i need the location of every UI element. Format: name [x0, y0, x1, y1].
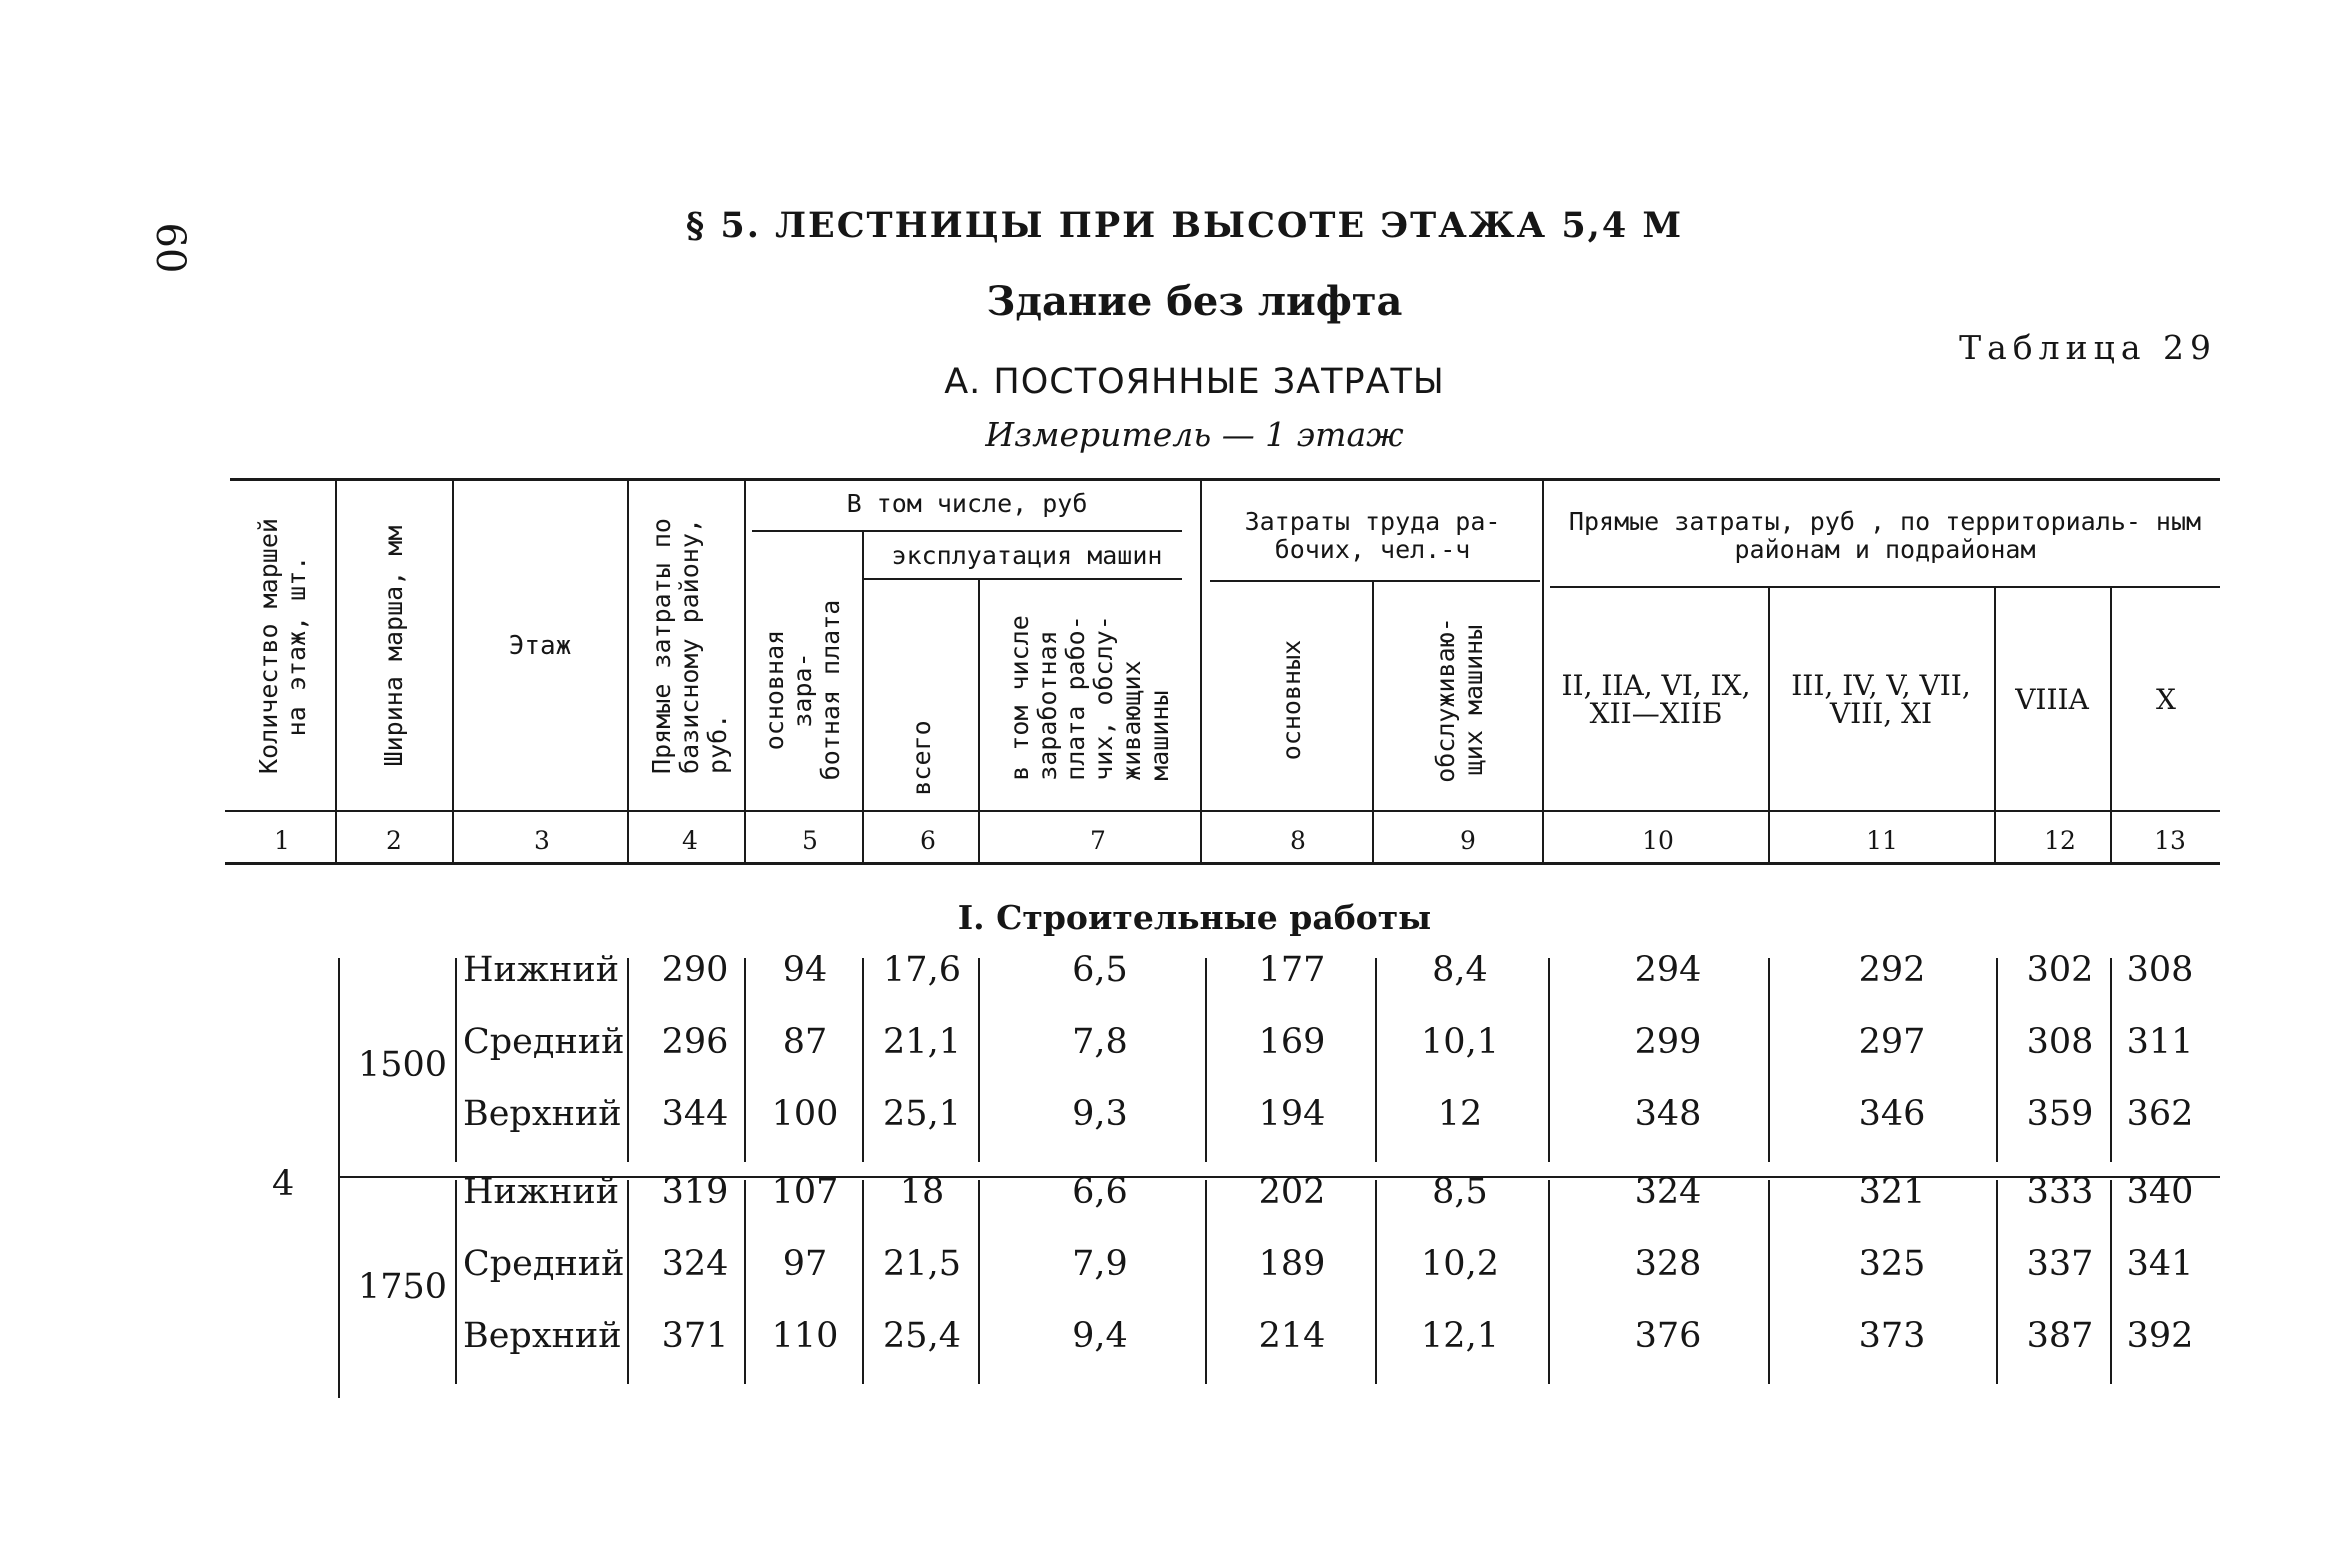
- body-divider: [455, 1180, 457, 1384]
- table-cell: 100: [771, 1094, 839, 1134]
- table-cell: 333: [2026, 1172, 2094, 1212]
- table-cell: 325: [1858, 1244, 1926, 1284]
- table-cell: 292: [1858, 950, 1926, 990]
- column-number: 5: [802, 826, 818, 855]
- header-divider: [1200, 480, 1202, 862]
- table-cell: 6,5: [1072, 950, 1128, 990]
- page-number: 60: [147, 222, 193, 274]
- column-number: 9: [1460, 826, 1476, 855]
- header-divider: [978, 580, 980, 862]
- measure-unit: Измеритель — 1 этаж: [985, 415, 1404, 454]
- header-divider: [452, 480, 454, 862]
- floor-label: Верхний: [463, 1316, 622, 1356]
- table-cell: 308: [2126, 950, 2194, 990]
- section-title: § 5. ЛЕСТНИЦЫ ПРИ ВЫСОТЕ ЭТАЖА 5,4 М: [685, 205, 1684, 246]
- table-cell: 12,1: [1421, 1316, 1499, 1356]
- table-cell: 214: [1258, 1316, 1326, 1356]
- table-cell: 297: [1858, 1022, 1926, 1062]
- table-cell: 294: [1634, 950, 1702, 990]
- subtitle: Здание без лифта: [986, 278, 1403, 325]
- table-cell: 302: [2026, 950, 2094, 990]
- table-cell: 337: [2026, 1244, 2094, 1284]
- table-cell: 94: [782, 950, 828, 990]
- table-cell: 290: [661, 950, 729, 990]
- table-cell: 110: [771, 1316, 839, 1356]
- table-cell: 6,6: [1072, 1172, 1128, 1212]
- table-cell: 321: [1858, 1172, 1926, 1212]
- floor-label: Средний: [463, 1244, 625, 1284]
- table-cell: 25,4: [883, 1316, 961, 1356]
- table-cell: 324: [661, 1244, 729, 1284]
- table-cell: 340: [2126, 1172, 2194, 1212]
- floor-label: Средний: [463, 1022, 625, 1062]
- table-cell: 296: [661, 1022, 729, 1062]
- column-number: 13: [2154, 826, 2186, 855]
- header-divider: [1994, 588, 1996, 862]
- table-top-rule: [230, 478, 2220, 481]
- table-cell: 10,1: [1421, 1022, 1499, 1062]
- header-base-wage: основная зара- ботная плата: [760, 599, 845, 781]
- header-divider: [2110, 588, 2112, 862]
- body-divider-marches: [338, 958, 340, 1398]
- table-cell: 107: [771, 1172, 839, 1212]
- table-cell: 9,4: [1072, 1316, 1128, 1356]
- table-cell: 348: [1634, 1094, 1702, 1134]
- table-cell: 299: [1634, 1022, 1702, 1062]
- body-divider: [1768, 1180, 1770, 1384]
- header-machine-wage: в том числе заработная плата рабо- чих, обслу- живающих машины: [1005, 615, 1174, 781]
- table-cell: 324: [1634, 1172, 1702, 1212]
- march-width-value: 1500: [358, 1045, 448, 1085]
- table-cell: 194: [1258, 1094, 1326, 1134]
- body-divider: [1205, 958, 1207, 1162]
- march-width-value: 1750: [358, 1267, 448, 1307]
- floor-label: Нижний: [463, 950, 620, 990]
- table-cell: 344: [661, 1094, 729, 1134]
- table-cell: 392: [2126, 1316, 2194, 1356]
- column-number: 8: [1290, 826, 1306, 855]
- table-cell: 87: [782, 1022, 828, 1062]
- header-group-including: В том числе, руб: [846, 489, 1088, 518]
- header-region-iii: III, IV, V, VII, VIII, XI: [1791, 669, 1971, 730]
- table-cell: 362: [2126, 1094, 2194, 1134]
- header-region-viiia: VIIIA: [2015, 683, 2089, 716]
- column-number: 6: [920, 826, 936, 855]
- floor-label: Нижний: [463, 1172, 620, 1212]
- header-labor-main: основных: [1277, 639, 1306, 761]
- column-number: 11: [1866, 826, 1898, 855]
- column-number: 1: [274, 826, 290, 855]
- table-label: Таблица 29: [1959, 328, 2217, 367]
- column-number: 12: [2044, 826, 2076, 855]
- header-direct-costs-base: Прямые затраты по базисному району, руб.: [647, 518, 732, 774]
- table-cell: 177: [1258, 950, 1326, 990]
- table-cell: 25,1: [883, 1094, 961, 1134]
- table-cell: 9,3: [1072, 1094, 1128, 1134]
- table-cell: 10,2: [1421, 1244, 1499, 1284]
- header-divider: [627, 480, 629, 862]
- table-cell: 341: [2126, 1244, 2194, 1284]
- table-cell: 328: [1634, 1244, 1702, 1284]
- header-labor-machines: обслуживаю- щих машины: [1431, 617, 1488, 783]
- table-cell: 371: [661, 1316, 729, 1356]
- marches-count: 4: [272, 1164, 295, 1204]
- table-cell: 17,6: [883, 950, 961, 990]
- body-divider: [1768, 958, 1770, 1162]
- table-cell: 18: [899, 1172, 945, 1212]
- column-number-rule: [225, 862, 2220, 865]
- table-cell: 8,5: [1432, 1172, 1488, 1212]
- table-cell: 376: [1634, 1316, 1702, 1356]
- table-cell: 311: [2126, 1022, 2194, 1062]
- body-divider: [1548, 1180, 1550, 1384]
- table-cell: 169: [1258, 1022, 1326, 1062]
- column-number: 2: [386, 826, 402, 855]
- table-cell: 21,1: [883, 1022, 961, 1062]
- header-floor: Этаж: [508, 631, 572, 661]
- body-divider: [455, 958, 457, 1162]
- header-march-width: Ширина марша, мм: [379, 525, 408, 767]
- column-number: 3: [534, 826, 550, 855]
- header-bottom-rule: [225, 810, 2220, 812]
- table-cell: 308: [2026, 1022, 2094, 1062]
- header-divider: [335, 480, 337, 862]
- table-cell: 97: [782, 1244, 828, 1284]
- table-cell: 8,4: [1432, 950, 1488, 990]
- group-title: I. Строительные работы: [957, 898, 1432, 937]
- part-title: А. ПОСТОЯННЫЕ ЗАТРАТЫ: [944, 362, 1445, 402]
- column-number: 10: [1642, 826, 1674, 855]
- table-cell: 373: [1858, 1316, 1926, 1356]
- table-cell: 189: [1258, 1244, 1326, 1284]
- header-marches-count: Количество маршей на этаж, шт.: [254, 518, 311, 774]
- body-divider: [1375, 1180, 1377, 1384]
- header-rule-group-a: [752, 530, 1182, 532]
- header-divider: [1372, 582, 1374, 862]
- body-divider: [1548, 958, 1550, 1162]
- column-number: 4: [682, 826, 698, 855]
- table-cell: 387: [2026, 1316, 2094, 1356]
- body-divider: [1205, 1180, 1207, 1384]
- header-region-x: X: [2156, 683, 2176, 716]
- header-rule-regions: [1550, 586, 2220, 588]
- header-rule-machines: [862, 578, 1182, 580]
- table-cell: 359: [2026, 1094, 2094, 1134]
- column-number: 7: [1090, 826, 1106, 855]
- header-region-ii: II, IIA, VI, IX, XII—XIIБ: [1561, 669, 1751, 730]
- header-divider: [862, 532, 864, 862]
- header-group-machines: эксплуатация машин: [891, 541, 1163, 570]
- table-cell: 12: [1437, 1094, 1483, 1134]
- header-group-regions: Прямые затраты, руб , по территориаль- ным районам и подрайонам: [1568, 507, 2202, 564]
- table-cell: 7,8: [1072, 1022, 1128, 1062]
- table-cell: 346: [1858, 1094, 1926, 1134]
- header-divider: [1542, 480, 1544, 862]
- table-cell: 21,5: [883, 1244, 961, 1284]
- table-cell: 7,9: [1072, 1244, 1128, 1284]
- floor-label: Верхний: [463, 1094, 622, 1134]
- header-machines-total: всего: [907, 720, 936, 796]
- table-cell: 202: [1258, 1172, 1326, 1212]
- header-group-labor: Затраты труда ра- бочих, чел.-ч: [1244, 507, 1501, 564]
- body-divider: [1375, 958, 1377, 1162]
- table-cell: 319: [661, 1172, 729, 1212]
- header-rule-labor: [1210, 580, 1540, 582]
